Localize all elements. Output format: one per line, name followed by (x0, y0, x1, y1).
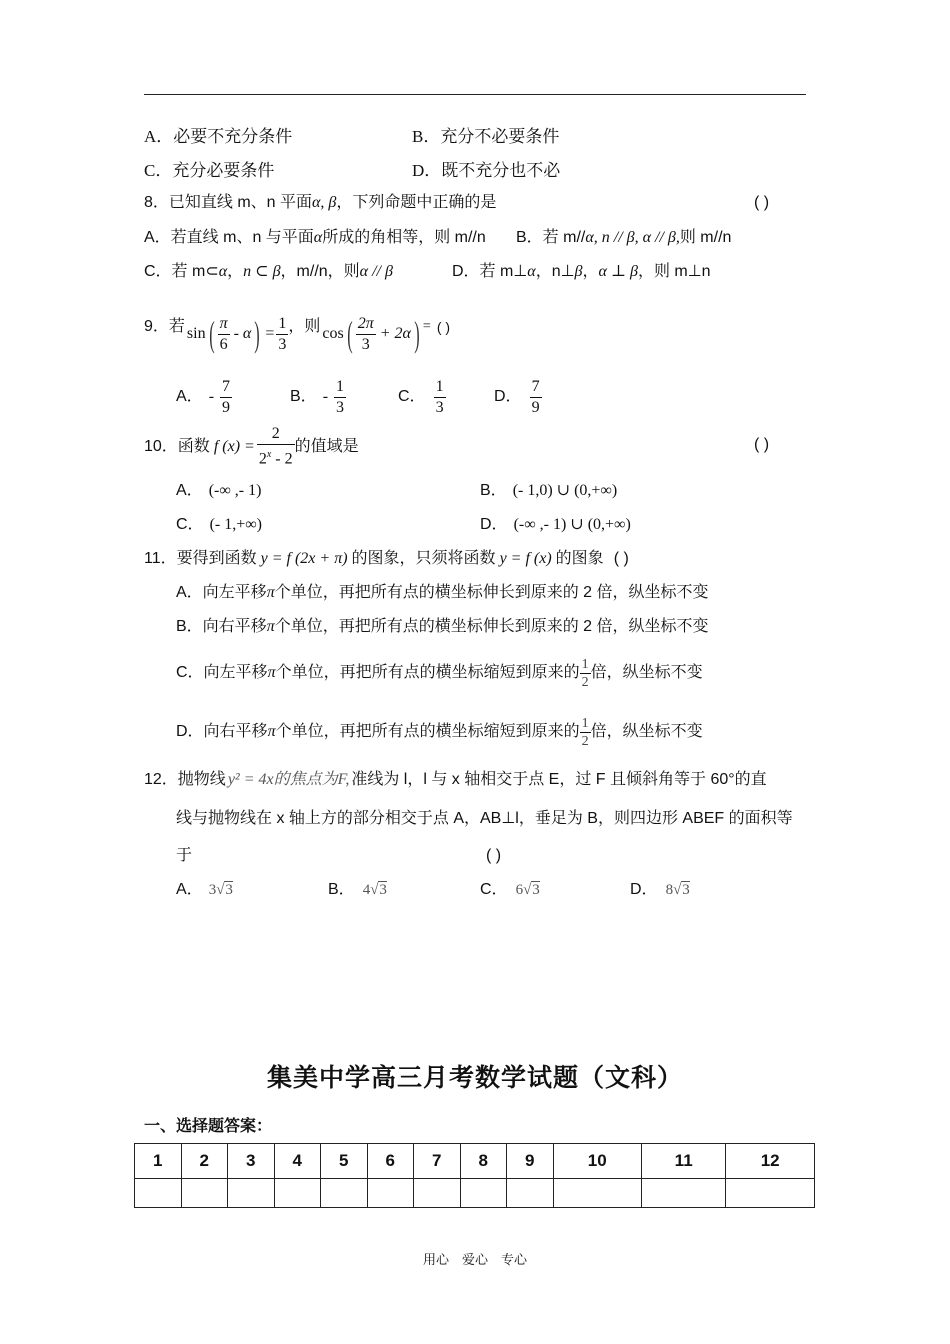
q9-a-label: A． (176, 388, 203, 405)
answer-table-blank-row (135, 1179, 815, 1208)
q8-d-beta: β (574, 263, 583, 280)
q8-b-prefix: B．若 m// (516, 229, 586, 246)
answer-header-cell: 5 (321, 1144, 368, 1179)
q8-stem-greek: α, β (312, 194, 337, 211)
q12-c-rad: 3 (532, 882, 540, 898)
q11-d-pre: D．向右平移 (176, 723, 268, 740)
q12-b-label: B． (328, 881, 355, 898)
q7-option-d: D．既不充分也不必 (412, 161, 561, 180)
q12-line2: 线与抛物线在 x 轴上方的部分相交于点 A，AB⊥l，垂足为 B，则四边形 ABEF 的面积等 (176, 810, 793, 827)
q8-b-math: α, n // β, α // β, (585, 229, 680, 246)
q8-d-rest: ，则 m⊥n (637, 263, 711, 280)
answer-header-cell: 8 (460, 1144, 507, 1179)
q12-option-b (328, 880, 387, 900)
q11-a-post: 个单位，再把所有点的横坐标伸长到原来的 2 倍，纵坐标不变 (274, 584, 709, 601)
q9-pi-over-6 (218, 314, 230, 355)
answer-cell[interactable] (181, 1179, 228, 1208)
q11-c-half-den: 2 (581, 674, 589, 690)
q9-cos: cos (322, 325, 344, 342)
answer-header-cell: 12 (726, 1144, 815, 1179)
q11-d-half-num: 1 (581, 715, 589, 731)
q9-c-label: C． (398, 388, 426, 405)
q10-option-c (176, 515, 262, 535)
q9-option-a (176, 372, 232, 422)
q11-prefix: 11．要得到函数 (144, 550, 257, 567)
q12-line1-rest: 准线为 l，l 与 x 轴相交于点 E，过 F 且倾斜角等于 60°的直 (351, 771, 767, 788)
q11-b-post: 个单位，再把所有点的横坐标伸长到原来的 2 倍，纵坐标不变 (274, 618, 709, 635)
q10-d-label: D． (480, 516, 508, 533)
q12-bracket: ( ) (486, 847, 502, 864)
q11-c-half (580, 656, 591, 691)
q9-stem: 9．若 sin ( $\frac{\pi}{6}$ - α ) = $\frac{1}{3}$ ，则 cos ( $\frac{2\pi}{3}$ + 2α ) = ( ) (144, 314, 451, 354)
q12-b-value: 4√3 (362, 882, 387, 898)
answer-header-cell: 7 (414, 1144, 461, 1179)
q9-paren-close: ) (254, 314, 261, 354)
q9-2pi-over-3 (356, 314, 376, 355)
q10-den-base: 2 (258, 450, 267, 468)
q8-d-mid: ，n⊥ (535, 263, 575, 280)
answer-table (134, 1143, 815, 1208)
q11-a-pi: π (266, 584, 275, 601)
q12-a-label: A． (176, 881, 203, 898)
q8-d-ab: α ⊥ β (598, 263, 638, 280)
q9-paren2-open: ( (347, 314, 353, 354)
q9-b-den: 3 (336, 398, 345, 416)
answer-header-cell: 9 (507, 1144, 554, 1179)
page-footer: 用心 爱心 专心 (422, 1253, 527, 1268)
q8-option-b (516, 228, 731, 248)
answer-cell[interactable] (274, 1179, 321, 1208)
q8-c-alpha: α (218, 263, 228, 280)
q10-den-rest: - 2 (271, 450, 293, 468)
exam-title: 集美中学高三月考数学试题（文科） (266, 1063, 683, 1092)
q11-a-pre: A．向左平移 (176, 584, 267, 601)
q9-three: 3 (278, 335, 287, 353)
q11-d-half (580, 715, 591, 750)
q9-one-third (276, 314, 288, 355)
q12-option-d (630, 880, 690, 900)
q8-c-prefix: C．若 m (144, 263, 206, 280)
answer-header-cell: 10 (553, 1144, 642, 1179)
q7-option-c: C．充分必要条件 (144, 161, 275, 180)
q9-one: 1 (276, 314, 288, 335)
q12-a-coef: 3 (208, 882, 217, 898)
q9-b-sign: - (322, 388, 329, 405)
q10-frac (257, 424, 295, 469)
answer-cell[interactable] (507, 1179, 554, 1208)
answer-table-header-row (135, 1144, 815, 1179)
q8-c-ab: α // β (359, 263, 393, 280)
q11-option-d (176, 710, 703, 754)
q9-prefix: 9．若 (144, 318, 185, 335)
q7-option-a: A．必要不充分条件 (144, 127, 293, 146)
q8-d-alpha: α (527, 263, 536, 280)
q12-line3: 于 (176, 847, 193, 864)
q9-minus-alpha: - α (233, 325, 252, 342)
q11-b-pi: π (266, 618, 275, 635)
answer-header-cell: 2 (181, 1144, 228, 1179)
q9-a-frac (220, 377, 232, 418)
q8-a-text: A．若直线 m、n 与平面 (144, 229, 314, 246)
answer-cell[interactable] (228, 1179, 275, 1208)
answer-cell[interactable] (367, 1179, 414, 1208)
answer-cell[interactable] (460, 1179, 507, 1208)
q10-den-exp: x (266, 449, 272, 461)
answer-header-cell: 6 (367, 1144, 414, 1179)
q9-c-den: 3 (435, 398, 444, 416)
q9-three-den: 3 (361, 335, 370, 353)
q9-b-num: 1 (334, 377, 346, 398)
answer-cell[interactable] (135, 1179, 182, 1208)
q11-f1: y = f (2x + π) (260, 550, 348, 567)
q11-option-a (176, 583, 709, 603)
q8-stem (144, 193, 496, 213)
q9-sin: sin (186, 325, 206, 342)
q9-option-c (398, 372, 446, 422)
q11-stem (144, 549, 629, 569)
q12-d-rad: 3 (682, 882, 690, 898)
q9-plus-two-alpha: + 2α (379, 325, 411, 342)
q11-b-pre: B．向右平移 (176, 618, 267, 635)
q12-b-coef: 4 (362, 882, 371, 898)
q8-c-comma: ， (227, 263, 244, 280)
q12-d-value: 8√3 (665, 882, 690, 898)
q12-option-a (176, 880, 233, 900)
q9-paren-open: ( (208, 314, 215, 354)
q10-num: 2 (257, 424, 295, 445)
answer-cell[interactable] (414, 1179, 461, 1208)
q11-d-mid: 个单位，再把所有点的横坐标缩短到原来的 (275, 723, 580, 740)
q12-d-label: D． (630, 881, 658, 898)
answer-header-cell: 4 (274, 1144, 321, 1179)
q11-suffix: 的图象 (555, 550, 604, 567)
q9-bracket: ( ) (436, 319, 451, 335)
q12-c-label: C． (480, 881, 508, 898)
q10-b-label: B． (480, 482, 507, 499)
q9-two-pi: 2π (356, 314, 376, 335)
answer-cell[interactable] (642, 1179, 726, 1208)
q8-a-rest: 所成的角相等，则 m//n (322, 229, 486, 246)
q12-line1 (144, 770, 767, 790)
q10-prefix: 10．函数 (144, 438, 210, 455)
q10-bracket: ( ) (754, 436, 770, 453)
answer-cell[interactable] (321, 1179, 368, 1208)
q11-d-pi: π (267, 723, 276, 740)
q12-option-c (480, 880, 540, 900)
q11-c-post: 倍，纵坐标不变 (590, 664, 703, 681)
q9-six: 6 (219, 335, 228, 353)
q12-eq-math: y² = 4x的焦点为F, (227, 771, 350, 788)
q8-d-prefix: D．若 m⊥ (452, 263, 528, 280)
q10-fx: f (x) = (213, 438, 255, 455)
q10-a-math: (-∞ ,- 1) (208, 482, 262, 499)
q8-stem-prefix: 8．已知直线 m、n 平面 (144, 194, 313, 211)
q12-b-rad: 3 (379, 882, 387, 898)
q9-d-frac (530, 377, 542, 418)
q10-d-math: (-∞ ,- 1) ∪ (0,+∞) (513, 516, 631, 533)
answer-header-cell: 11 (642, 1144, 726, 1179)
q10-c-math: (- 1,+∞) (209, 516, 262, 533)
q11-bracket: ( ) (613, 550, 629, 567)
q8-bracket: ( ) (754, 194, 770, 211)
q11-d-post: 倍，纵坐标不变 (590, 723, 703, 740)
q12-a-value: 3√3 (208, 882, 233, 898)
q8-stem-suffix: ，下列命题中正确的是 (336, 194, 497, 211)
q8-option-a (144, 228, 486, 248)
q9-eq: = (422, 319, 431, 334)
q8-c-sub: ⊂ (205, 263, 219, 280)
q8-d-comma: ， (582, 263, 599, 280)
answer-header-cell: 1 (135, 1144, 182, 1179)
q9-a-sign: - (208, 388, 215, 405)
q11-c-pre: C．向左平移 (176, 664, 268, 681)
q11-c-pi: π (267, 664, 276, 681)
q8-a-alpha: α (313, 229, 323, 246)
header-rule (144, 94, 806, 95)
answer-header-cell: 3 (228, 1144, 275, 1179)
q9-option-b (290, 372, 346, 422)
answer-cell[interactable] (553, 1179, 642, 1208)
q8-option-d (452, 262, 711, 282)
q10-option-b (480, 481, 617, 501)
q9-b-frac (334, 377, 346, 418)
q10-a-label: A． (176, 482, 203, 499)
q11-option-b (176, 617, 709, 637)
q9-c-num: 1 (434, 377, 446, 398)
q10-suffix: 的值域是 (294, 438, 359, 455)
q8-b-rest: 则 m//n (679, 229, 732, 246)
q11-c-half-num: 1 (581, 656, 589, 672)
q10-c-label: C． (176, 516, 204, 533)
q7-option-b: B．充分不必要条件 (412, 127, 560, 146)
q9-c-frac (434, 377, 446, 418)
q12-d-coef: 8 (665, 882, 674, 898)
q8-option-c (144, 262, 393, 282)
q12-a-rad: 3 (225, 882, 233, 898)
q11-mid: 的图象，只须将函数 (351, 550, 496, 567)
q11-option-c (176, 651, 703, 695)
section-heading: 一、选择题答案： (144, 1116, 273, 1135)
q10-b-math: (- 1,0) ∪ (0,+∞) (512, 482, 618, 499)
q10-den (257, 445, 295, 469)
q11-c-mid: 个单位，再把所有点的横坐标缩短到原来的 (275, 664, 580, 681)
q11-f2: y = f (x) (499, 550, 552, 567)
q8-c-mid: ，m//n，则 (280, 263, 360, 280)
q12-c-value: 6√3 (515, 882, 540, 898)
q9-then: ，则 (288, 318, 321, 335)
q9-a-den: 9 (222, 398, 231, 416)
q11-d-half-den: 2 (581, 733, 589, 749)
q9-b-label: B． (290, 388, 317, 405)
q12-c-coef: 6 (515, 882, 524, 898)
q9-a-num: 7 (220, 377, 232, 398)
q9-pi: π (218, 314, 230, 335)
q10-option-a (176, 481, 261, 501)
q12-prefix: 12．抛物线 (144, 771, 226, 788)
q10-stem (144, 424, 359, 470)
q9-paren2-close: ) (414, 314, 420, 354)
answer-cell[interactable] (726, 1179, 815, 1208)
q8-c-nbeta: n ⊂ β (243, 263, 281, 280)
q9-d-label: D． (494, 388, 522, 405)
q9-d-den: 9 (531, 398, 540, 416)
q9-d-num: 7 (530, 377, 542, 398)
q10-option-d (480, 515, 631, 535)
q9-option-d (494, 372, 542, 422)
